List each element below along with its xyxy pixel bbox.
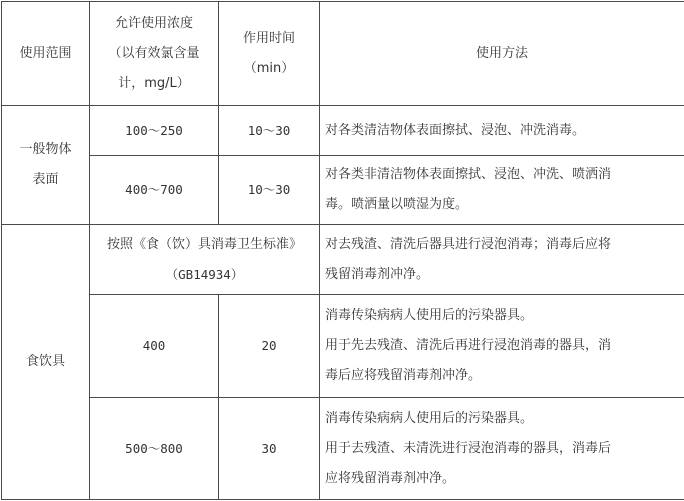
method-cell xyxy=(320,225,684,295)
header-concentration-line1: 允许使用浓度 xyxy=(114,15,193,31)
scope-tableware: 食饮具 xyxy=(2,225,90,500)
table-row xyxy=(2,156,684,225)
standard-reference-cell xyxy=(90,225,320,295)
method-line: 毒后应将残留消毒剂冲净。 xyxy=(325,368,482,383)
table-row xyxy=(2,398,684,500)
header-scope: 使用范围 xyxy=(2,2,90,106)
concentration-cell: 100～250 xyxy=(90,106,219,156)
method-line: 毒。喷洒量以喷湿为度。 xyxy=(325,197,469,212)
table-row xyxy=(2,295,684,398)
concentration-cell: 400～700 xyxy=(90,156,219,225)
header-row xyxy=(2,2,684,106)
method-cell xyxy=(320,398,684,500)
table-row xyxy=(2,106,684,156)
time-cell: 10～30 xyxy=(219,156,320,225)
header-time-line1: 作用时间 xyxy=(242,30,295,46)
concentration-cell: 500～800 xyxy=(90,398,219,500)
time-cell: 30 xyxy=(219,398,320,500)
method-line: 消毒传染病病人使用后的污染器具。 xyxy=(325,410,534,426)
method-line: 消毒传染病病人使用后的污染器具。 xyxy=(325,308,534,323)
disinfection-usage-table xyxy=(1,1,684,500)
scope-general-surface xyxy=(2,106,90,225)
time-cell: 20 xyxy=(219,295,320,398)
time-cell: 10～30 xyxy=(219,106,320,156)
method-cell: 对各类清洁物体表面擦拭、浸泡、冲洗消毒。 xyxy=(320,106,684,156)
method-cell xyxy=(320,295,684,398)
header-time-line2: （min） xyxy=(243,60,295,76)
table-row xyxy=(2,225,684,295)
concentration-cell: 400 xyxy=(90,295,219,398)
header-time xyxy=(219,2,320,106)
standard-line2: （GB14934） xyxy=(165,266,244,282)
method-line: 应将残留消毒剂冲净。 xyxy=(325,470,456,486)
method-line: 用于先去残渣、清洗后再进行浸泡消毒的器具，消 xyxy=(325,338,612,353)
header-concentration xyxy=(90,2,219,106)
header-concentration-line3: 计，mg/L） xyxy=(118,75,190,91)
method-line: 对各类非清洁物体表面擦拭、浸泡、冲洗、喷洒消 xyxy=(325,167,612,182)
method-line: 对去残渣、清洗后器具进行浸泡消毒；消毒后应将 xyxy=(325,236,612,252)
header-method: 使用方法 xyxy=(320,2,684,106)
method-cell xyxy=(320,156,684,225)
standard-line1: 按照《食（饮）具消毒卫生标准》 xyxy=(106,236,302,252)
scope-general-line1: 一般物体 xyxy=(19,142,72,157)
header-concentration-line2: （以有效氯含量 xyxy=(108,45,200,61)
scope-general-line2: 表面 xyxy=(32,172,59,187)
method-line: 用于去残渣、未清洗进行浸泡消毒的器具，消毒后 xyxy=(325,440,612,456)
method-line: 残留消毒剂冲净。 xyxy=(325,266,430,282)
